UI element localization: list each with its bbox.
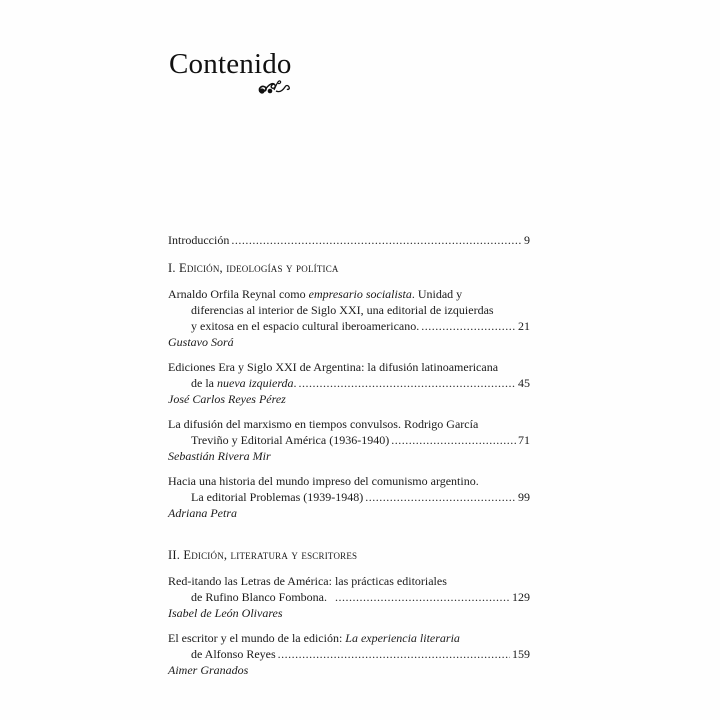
toc-entry[interactable] bbox=[168, 286, 530, 350]
entry-author: Sebastián Rivera Mir bbox=[168, 449, 271, 463]
page-number: 9 bbox=[524, 233, 530, 247]
entry-title-line: diferencias al interior de Siglo XXI, una editorial de izquierdas bbox=[191, 303, 494, 317]
entry-title-line: El escritor y el mundo de la edición: La experiencia literaria bbox=[168, 631, 460, 645]
page-number: 159 bbox=[512, 647, 530, 661]
dot-leader bbox=[335, 589, 510, 605]
entry-author: Aimer Granados bbox=[168, 663, 249, 677]
entry-title: La editorial Problemas (1939-1948) bbox=[191, 490, 364, 504]
entry-title-line: La difusión del marxismo en tiempos convulsos. Rodrigo García bbox=[168, 417, 479, 431]
toc-entry[interactable] bbox=[168, 416, 530, 464]
entry-title-line bbox=[168, 432, 530, 448]
entry-title-line: Red-itando las Letras de América: las prácticas editoriales bbox=[168, 574, 447, 588]
toc-entry-intro[interactable] bbox=[168, 232, 530, 248]
section-heading: II. Edición, literatura y escritores bbox=[168, 548, 358, 562]
page-number: 21 bbox=[518, 319, 530, 333]
dot-leader bbox=[299, 375, 516, 391]
section-heading: I. Edición, ideologías y política bbox=[168, 261, 339, 275]
entry-title: de Rufino Blanco Fombona. bbox=[191, 590, 327, 604]
entry-title-line bbox=[168, 589, 530, 605]
entry-author: Isabel de León Olivares bbox=[168, 606, 283, 620]
page-number: 129 bbox=[512, 590, 530, 604]
entry-title-line bbox=[168, 646, 530, 662]
entry-title-line: Ediciones Era y Siglo XXI de Argentina: la difusión latinoamericana bbox=[168, 360, 499, 374]
entry-title-line: Arnaldo Orfila Reynal como empresario socialista. Unidad y bbox=[168, 287, 463, 301]
entry-title: de Alfonso Reyes bbox=[191, 647, 276, 661]
dot-leader bbox=[391, 432, 516, 448]
entry-title: de la nueva izquierda. bbox=[191, 376, 297, 390]
dot-leader bbox=[278, 646, 510, 662]
toc-entry[interactable] bbox=[168, 630, 530, 678]
entry-title-line bbox=[168, 489, 530, 505]
toc-entry[interactable] bbox=[168, 473, 530, 521]
page-number: 45 bbox=[518, 376, 530, 390]
dot-leader bbox=[365, 489, 516, 505]
entry-title-line: Hacia una historia del mundo impreso del comunismo argentino. bbox=[168, 474, 479, 488]
entry-title-line bbox=[168, 375, 530, 391]
page-number: 99 bbox=[518, 490, 530, 504]
entry-author: Gustavo Sorá bbox=[168, 335, 234, 349]
page-title: Contenido bbox=[169, 48, 292, 80]
entry-title: y exitosa en el espacio cultural iberoamericano. bbox=[191, 319, 420, 333]
entry-author: Adriana Petra bbox=[168, 506, 237, 520]
dot-leader bbox=[421, 318, 516, 334]
fleuron-ornament-icon bbox=[256, 76, 292, 98]
toc-entry[interactable] bbox=[168, 573, 530, 621]
table-of-contents bbox=[168, 232, 530, 687]
entry-author: José Carlos Reyes Pérez bbox=[168, 392, 286, 406]
toc-entry[interactable] bbox=[168, 359, 530, 407]
entry-title-line bbox=[168, 318, 530, 334]
dot-leader bbox=[231, 232, 522, 248]
entry-title: Treviño y Editorial América (1936-1940) bbox=[191, 433, 390, 447]
entry-title: Introducción bbox=[168, 233, 230, 247]
page-number: 71 bbox=[518, 433, 530, 447]
